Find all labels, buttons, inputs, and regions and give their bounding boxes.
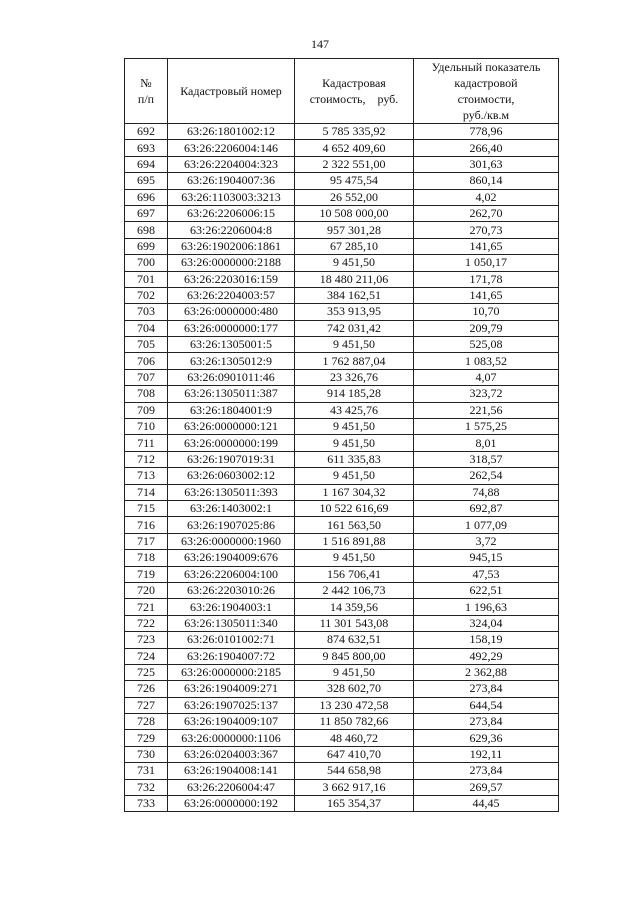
row-number-cell: 723 [125,632,168,648]
table-row [125,730,559,746]
table-row [125,419,559,435]
cadastral-number-cell: 63:26:2204004:323 [168,156,295,172]
specific-indicator-cell: 47,53 [414,566,559,582]
table-row [125,484,559,500]
row-number-cell: 719 [125,566,168,582]
specific-indicator-cell: 945,15 [414,550,559,566]
cadastral-number-cell: 63:26:0000000:1960 [168,533,295,549]
specific-indicator-cell: 273,84 [414,763,559,779]
specific-indicator-cell: 692,87 [414,500,559,516]
cadastral-number-cell: 63:26:1907019:31 [168,451,295,467]
cadastral-cost-cell: 611 335,83 [295,451,414,467]
cadastral-cost-cell: 4 652 409,60 [295,140,414,156]
cadastral-cost-cell: 9 451,50 [295,435,414,451]
table-row [125,746,559,762]
row-number-cell: 731 [125,763,168,779]
cadastral-number-cell: 63:26:0000000:1106 [168,730,295,746]
row-number-cell: 716 [125,517,168,533]
cadastral-number-cell: 63:26:1305001:5 [168,337,295,353]
specific-indicator-cell: 273,84 [414,714,559,730]
table-row [125,615,559,631]
cadastral-number-cell: 63:26:1305011:340 [168,615,295,631]
table-row [125,500,559,516]
specific-indicator-cell: 221,56 [414,402,559,418]
header-specific-line3: стоимости, [457,92,515,106]
cadastral-cost-cell: 9 451,50 [295,550,414,566]
row-number-cell: 724 [125,648,168,664]
specific-indicator-cell: 192,11 [414,746,559,762]
table-row [125,435,559,451]
cadastral-cost-cell: 11 850 782,66 [295,714,414,730]
cadastral-number-cell: 63:26:2204003:57 [168,287,295,303]
specific-indicator-cell: 8,01 [414,435,559,451]
table-row [125,582,559,598]
cadastral-cost-cell: 2 322 551,00 [295,156,414,172]
row-number-cell: 728 [125,714,168,730]
cadastral-number-cell: 63:26:1904009:107 [168,714,295,730]
specific-indicator-cell: 301,63 [414,156,559,172]
specific-indicator-cell: 629,36 [414,730,559,746]
row-number-cell: 733 [125,796,168,812]
cadastral-number-cell: 63:26:1904009:271 [168,681,295,697]
cadastral-table [124,58,559,812]
table-row [125,189,559,205]
header-specific-indicator [414,59,559,124]
specific-indicator-cell: 141,65 [414,238,559,254]
table-row [125,648,559,664]
row-number-cell: 713 [125,468,168,484]
cadastral-number-cell: 63:26:1904007:72 [168,648,295,664]
specific-indicator-cell: 141,65 [414,287,559,303]
cadastral-number-cell: 63:26:1103003:3213 [168,189,295,205]
cadastral-number-cell: 63:26:1904008:141 [168,763,295,779]
table-row [125,599,559,615]
row-number-cell: 692 [125,124,168,140]
cadastral-cost-cell: 14 359,56 [295,599,414,615]
specific-indicator-cell: 644,54 [414,697,559,713]
header-specific-line1: Удельный показатель [431,60,541,74]
table-row [125,238,559,254]
cadastral-number-cell: 63:26:2206006:15 [168,205,295,221]
row-number-cell: 714 [125,484,168,500]
specific-indicator-cell: 860,14 [414,173,559,189]
specific-indicator-cell: 1 083,52 [414,353,559,369]
cadastral-cost-cell: 5 785 335,92 [295,124,414,140]
specific-indicator-cell: 492,29 [414,648,559,664]
cadastral-cost-cell: 43 425,76 [295,402,414,418]
cadastral-number-cell: 63:26:2206004:146 [168,140,295,156]
cadastral-cost-cell: 914 185,28 [295,386,414,402]
row-number-cell: 721 [125,599,168,615]
cadastral-cost-cell: 9 451,50 [295,664,414,680]
header-num-line1: № [140,76,152,90]
row-number-cell: 704 [125,320,168,336]
cadastral-number-cell: 63:26:2203016:159 [168,271,295,287]
table-row [125,566,559,582]
specific-indicator-cell: 1 196,63 [414,599,559,615]
specific-indicator-cell: 270,73 [414,222,559,238]
header-row [125,59,559,124]
table-row [125,402,559,418]
header-cost-line1: Кадастровая [322,76,386,90]
cadastral-number-cell: 63:26:0000000:192 [168,796,295,812]
table-body [125,124,559,812]
page-number: 147 [311,37,329,51]
table-row [125,205,559,221]
specific-indicator-cell: 269,57 [414,779,559,795]
cadastral-number-cell: 63:26:0000000:480 [168,304,295,320]
header-row-number [125,59,168,124]
specific-indicator-cell: 209,79 [414,320,559,336]
specific-indicator-cell: 318,57 [414,451,559,467]
row-number-cell: 698 [125,222,168,238]
cadastral-number-cell: 63:26:0901011:46 [168,369,295,385]
header-num-line2: п/п [137,92,155,106]
row-number-cell: 707 [125,369,168,385]
cadastral-number-cell: 63:26:2206004:47 [168,779,295,795]
cadastral-number-cell: 63:26:0101002:71 [168,632,295,648]
row-number-cell: 708 [125,386,168,402]
row-number-cell: 694 [125,156,168,172]
table-row [125,451,559,467]
cadastral-cost-cell: 544 658,98 [295,763,414,779]
cadastral-cost-cell: 11 301 543,08 [295,615,414,631]
cadastral-cost-cell: 353 913,95 [295,304,414,320]
row-number-cell: 699 [125,238,168,254]
cadastral-number-cell: 63:26:1305011:387 [168,386,295,402]
table-row [125,632,559,648]
row-number-cell: 730 [125,746,168,762]
row-number-cell: 695 [125,173,168,189]
specific-indicator-cell: 525,08 [414,337,559,353]
row-number-cell: 711 [125,435,168,451]
cadastral-number-cell: 63:26:2206004:100 [168,566,295,582]
table-row [125,304,559,320]
specific-indicator-cell: 323,72 [414,386,559,402]
cadastral-cost-cell: 161 563,50 [295,517,414,533]
specific-indicator-cell: 1 050,17 [414,255,559,271]
cadastral-cost-cell: 2 442 106,73 [295,582,414,598]
specific-indicator-cell: 4,02 [414,189,559,205]
cadastral-cost-cell: 1 167 304,32 [295,484,414,500]
cadastral-number-cell: 63:26:2203010:26 [168,582,295,598]
row-number-cell: 720 [125,582,168,598]
row-number-cell: 706 [125,353,168,369]
cadastral-cost-cell: 10 522 616,69 [295,500,414,516]
cadastral-cost-cell: 165 354,37 [295,796,414,812]
cadastral-number-cell: 63:26:1801002:12 [168,124,295,140]
cadastral-cost-cell: 95 475,54 [295,173,414,189]
row-number-cell: 710 [125,419,168,435]
row-number-cell: 726 [125,681,168,697]
row-number-cell: 700 [125,255,168,271]
header-cost-line2: стоимость, руб. [309,92,399,106]
row-number-cell: 702 [125,287,168,303]
row-number-cell: 718 [125,550,168,566]
row-number-cell: 725 [125,664,168,680]
cadastral-cost-cell: 647 410,70 [295,746,414,762]
specific-indicator-cell: 324,04 [414,615,559,631]
row-number-cell: 729 [125,730,168,746]
specific-indicator-cell: 778,96 [414,124,559,140]
cadastral-cost-cell: 13 230 472,58 [295,697,414,713]
cadastral-cost-cell: 1 516 891,88 [295,533,414,549]
cadastral-cost-cell: 3 662 917,16 [295,779,414,795]
cadastral-number-cell: 63:26:1305012:9 [168,353,295,369]
cadastral-cost-cell: 48 460,72 [295,730,414,746]
specific-indicator-cell: 44,45 [414,796,559,812]
row-number-cell: 693 [125,140,168,156]
header-cadastral-cost [295,59,414,124]
cadastral-cost-cell: 742 031,42 [295,320,414,336]
cadastral-cost-cell: 9 451,50 [295,337,414,353]
cadastral-cost-cell: 9 451,50 [295,468,414,484]
row-number-cell: 715 [125,500,168,516]
table-row [125,337,559,353]
cadastral-number-cell: 63:26:1904003:1 [168,599,295,615]
header-specific-line4: руб./кв.м [462,108,510,122]
specific-indicator-cell: 10,70 [414,304,559,320]
cadastral-cost-cell: 328 602,70 [295,681,414,697]
cadastral-number-cell: 63:26:0000000:177 [168,320,295,336]
specific-indicator-cell: 262,54 [414,468,559,484]
specific-indicator-cell: 1 077,09 [414,517,559,533]
header-cadastral-number [168,59,295,124]
specific-indicator-cell: 3,72 [414,533,559,549]
table-row [125,796,559,812]
row-number-cell: 705 [125,337,168,353]
table-row [125,386,559,402]
cadastral-number-cell: 63:26:1902006:1861 [168,238,295,254]
table-row [125,697,559,713]
row-number-cell: 722 [125,615,168,631]
table-row [125,779,559,795]
table-row [125,222,559,238]
table-row [125,714,559,730]
specific-indicator-cell: 2 362,88 [414,664,559,680]
cadastral-number-cell: 63:26:1904007:36 [168,173,295,189]
cadastral-number-cell: 63:26:1907025:86 [168,517,295,533]
table-header [125,59,559,124]
cadastral-cost-cell: 957 301,28 [295,222,414,238]
row-number-cell: 709 [125,402,168,418]
specific-indicator-cell: 1 575,25 [414,419,559,435]
cadastral-number-cell: 63:26:1305011:393 [168,484,295,500]
specific-indicator-cell: 622,51 [414,582,559,598]
row-number-cell: 712 [125,451,168,467]
row-number-cell: 696 [125,189,168,205]
table-row [125,468,559,484]
table-row [125,173,559,189]
cadastral-cost-cell: 9 451,50 [295,255,414,271]
specific-indicator-cell: 273,84 [414,681,559,697]
cadastral-number-cell: 63:26:1804001:9 [168,402,295,418]
cadastral-cost-cell: 874 632,51 [295,632,414,648]
header-cadastral-label: Кадастровый номер [180,84,282,98]
table-row [125,156,559,172]
cadastral-cost-cell: 23 326,76 [295,369,414,385]
cadastral-cost-cell: 156 706,41 [295,566,414,582]
table-row [125,533,559,549]
specific-indicator-cell: 266,40 [414,140,559,156]
cadastral-number-cell: 63:26:0603002:12 [168,468,295,484]
cadastral-number-cell: 63:26:1403002:1 [168,500,295,516]
cadastral-cost-cell: 67 285,10 [295,238,414,254]
row-number-cell: 727 [125,697,168,713]
row-number-cell: 697 [125,205,168,221]
cadastral-number-cell: 63:26:1904009:676 [168,550,295,566]
cadastral-number-cell: 63:26:0000000:2188 [168,255,295,271]
cadastral-cost-cell: 384 162,51 [295,287,414,303]
row-number-cell: 732 [125,779,168,795]
cadastral-cost-cell: 9 845 800,00 [295,648,414,664]
table-row [125,681,559,697]
cadastral-cost-cell: 9 451,50 [295,419,414,435]
cadastral-cost-cell: 18 480 211,06 [295,271,414,287]
row-number-cell: 701 [125,271,168,287]
cadastral-number-cell: 63:26:0000000:199 [168,435,295,451]
cadastral-number-cell: 63:26:0000000:2185 [168,664,295,680]
cadastral-number-cell: 63:26:2206004:8 [168,222,295,238]
table-row [125,271,559,287]
specific-indicator-cell: 74,88 [414,484,559,500]
table-row [125,763,559,779]
specific-indicator-cell: 158,19 [414,632,559,648]
table-row [125,353,559,369]
cadastral-cost-cell: 26 552,00 [295,189,414,205]
cadastral-number-cell: 63:26:1907025:137 [168,697,295,713]
table-row [125,255,559,271]
table-row [125,550,559,566]
cadastral-cost-cell: 1 762 887,04 [295,353,414,369]
table-row [125,320,559,336]
table-row [125,664,559,680]
table-row [125,287,559,303]
row-number-cell: 717 [125,533,168,549]
table-row [125,140,559,156]
specific-indicator-cell: 4,07 [414,369,559,385]
cadastral-cost-cell: 10 508 000,00 [295,205,414,221]
row-number-cell: 703 [125,304,168,320]
specific-indicator-cell: 171,78 [414,271,559,287]
table-row [125,369,559,385]
cadastral-number-cell: 63:26:0000000:121 [168,419,295,435]
table-row [125,517,559,533]
specific-indicator-cell: 262,70 [414,205,559,221]
table-row [125,124,559,140]
cadastral-number-cell: 63:26:0204003:367 [168,746,295,762]
header-specific-line2: кадастровой [454,76,518,90]
